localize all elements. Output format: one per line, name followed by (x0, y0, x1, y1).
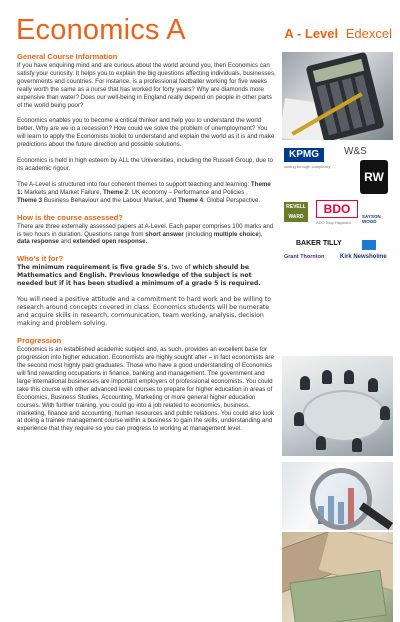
who-p2: You will need a positive attitude and a commitment to hard work and be willing to research around concepts covered in class. Economics students will be numerate and acquire skills in research, communication, team working, analysis, decision making and problem solving. (17, 296, 271, 328)
grant-thornton-logo: Grant Thornton (284, 254, 325, 260)
person-shape (300, 376, 310, 390)
baker-tilly-logo: BAKER TILLY (296, 240, 342, 247)
general-p2: Economics enables you to become a critical thinker and help you to understand the world better. Why are we in a recession? How could we solve the problem of unemployment? You will learn to apply the Economists toolkit to understand and explain the world as it is and make predictions about the future direction and possible solutions. (17, 117, 275, 149)
theme3-text: Business Behaviour and the Labour Market, and (42, 196, 178, 204)
meeting-table (302, 390, 386, 442)
banknotes-photo (282, 532, 393, 622)
theme2-text: : UK economy – Performance and Policies , (128, 188, 248, 196)
magnifier-photo (282, 462, 393, 530)
assessed-multiple-choice: multiple choice (213, 230, 259, 238)
progression-p1: Economics is an established academic subject and, as such, provides an excellent base for progression into higher education. Economists are highly sought after – in fact economists are the second most highly paid graduates. Those who have a good understanding of Economics will find rewarding occupations in finance, banking and management. The government and large international businesses are important employers of professional economists. You could take this course with other advanced level courses to prepare for higher education in areas of Economics, Business Studies, Accounting, Marketing or more general higher education courses. With further training, you could go into a job related to economics, business, marketing, finance and accounting, human resources and public relations. You could also look at doing a trainee management course within a business to gain the skills, understanding and experience that they require so you can progress to working at management level. (17, 346, 274, 433)
who-requirement: The minimum requirement is five grade 5's (17, 264, 168, 272)
general-p3: Economics is held in high esteem by ALL the Universities, including the Russell Group, due to its academic rigour. (17, 157, 274, 172)
theme1-label: Theme 1: (17, 180, 271, 196)
person-shape (294, 412, 304, 426)
themes-intro: The A-Level is structured into four coherent themes to support teaching and learning: (17, 180, 251, 188)
theme2-label: Theme 2 (102, 188, 129, 196)
person-shape (368, 378, 378, 392)
person-shape (380, 406, 390, 420)
assessed-text-e: ), (258, 230, 263, 238)
kirk-newsholme-logo: Kirk Newsholme (340, 254, 387, 260)
bdo-tagline: BDO Stoy Hayward (316, 220, 351, 225)
kpmg-tagline: cutting through complexity (284, 164, 331, 169)
person-shape (316, 436, 326, 450)
employer-logos (282, 144, 393, 274)
calculator-photo (282, 52, 393, 140)
page-header (16, 14, 392, 50)
kpmg-logo: KPMG (284, 148, 324, 162)
assessed-heading: How is the course assessed? (17, 212, 123, 222)
general-p1: If you have enquiring mind and are curious about the world around you, then Economics can satisfy your curiosity. It helps you to explain the big questions affecting individuals, businesses, governments and countries. For instance, is a professional footballer working for five weeks really worth the same as a nurse that has worked for forty years? Why are diamonds more expensive than water? Does our well-being in England really depend on people in other parts of the world being poor? (17, 62, 276, 109)
bdo-logo: BDO (316, 200, 358, 218)
assessed-text-a: There are three externally assessed papers at A-Level. Each paper comprises 100 marks and is two hours in duration. Questions range from (17, 222, 274, 238)
who-mid: , two of (167, 264, 193, 272)
who-p1 (17, 264, 277, 288)
person-shape (322, 370, 332, 384)
assessed-text-c: (including (183, 230, 214, 238)
theme3-label: Theme 3 (17, 196, 43, 204)
page-title: Economics A (16, 14, 186, 46)
person-shape (352, 438, 362, 452)
ws-logo: W&S (344, 146, 367, 157)
magnifier-glass (310, 468, 372, 530)
theme1-text: Markets and Market Failure, (22, 188, 103, 196)
logo-mark (362, 240, 376, 250)
exam-board: Edexcel (345, 26, 392, 41)
theme4-label: Theme 4 (177, 196, 204, 204)
person-shape (344, 370, 354, 384)
progression-heading: Progression (17, 336, 62, 346)
assessed-short-answer: short answer (145, 230, 184, 238)
assessed-extended-open: extended open response (72, 238, 146, 246)
assessed-p1 (17, 223, 277, 247)
assessed-data-response: data response (17, 238, 59, 246)
rw-logo: RW (360, 160, 388, 194)
level-label: A - Level (284, 26, 339, 41)
assessed-text-g: and (58, 238, 73, 246)
assessed-text-i: . (145, 238, 148, 246)
revell-ward-logo: REVELL WARD (284, 202, 308, 222)
content-column (17, 52, 277, 441)
course-level (284, 26, 392, 41)
sayson-wood-logo: SAYSON WOOD (362, 214, 381, 224)
themes-paragraph (17, 181, 277, 205)
theme4-text: : Global Perspective. (203, 196, 261, 204)
meeting-photo (282, 356, 393, 456)
who-heading: Who's it for? (17, 254, 64, 264)
general-heading: General Course Information (17, 52, 118, 61)
who-requirement-detail: which should be Mathematics and English. Previous knowledge of the subject is not needed but if it has been studied a minimum of a grade 5 is required. (17, 264, 261, 288)
